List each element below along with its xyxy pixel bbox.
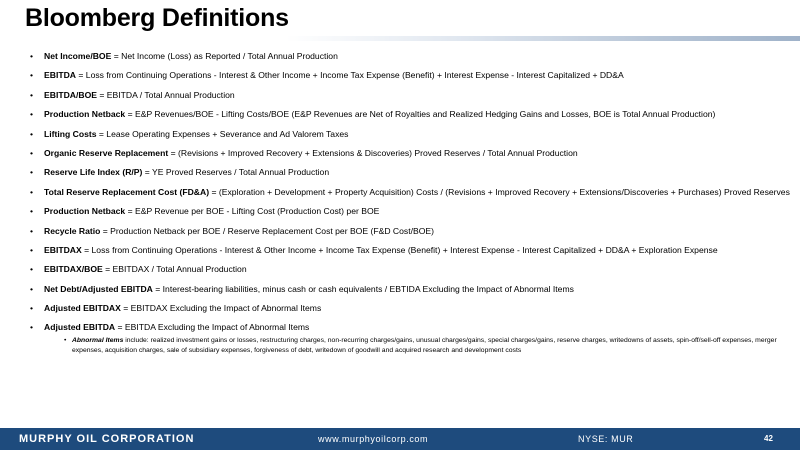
definition-text: = EBITDAX / Total Annual Production	[102, 264, 247, 275]
definition-text: = EBITDA / Total Annual Production	[97, 89, 235, 100]
abnormal-items-text: include: realized investment gains or losses, restructuring charges, non-recurring charges/gains, unusual charges/gains, special charges/gains, reserve charges, writedowns of assets, spin-off/sell-off expenses, merger expenses, acquisition charges, sale of subsidiary expenses, forgiveness of debt, writedown of goodwill and acquired research and development costs	[72, 337, 777, 354]
definition-item	[30, 322, 790, 355]
definition-item	[30, 167, 790, 178]
definition-item	[30, 226, 790, 237]
footer-bar	[0, 428, 800, 450]
definition-term: Lifting Costs	[44, 128, 97, 139]
abnormal-items-sublist	[44, 336, 790, 355]
definition-term: Adjusted EBITDAX	[44, 303, 121, 314]
definition-term: Adjusted EBITDA	[44, 322, 116, 333]
definition-text: = YE Proved Reserves / Total Annual Production	[142, 167, 330, 178]
definition-item	[30, 245, 790, 256]
definition-term: Net Income/BOE	[44, 51, 112, 61]
title-divider	[286, 36, 800, 41]
abnormal-items-term: Abnormal Items	[72, 337, 124, 345]
definition-term: Production Netback	[44, 109, 126, 120]
definitions-list	[30, 51, 790, 363]
definition-item	[30, 90, 790, 101]
definition-text: = (Exploration + Development + Property Acquisition) Costs / (Revisions + Improved Recovery + Extensions/Discoveries + Purchases) Proved Reserves	[209, 186, 790, 197]
definition-item	[30, 70, 790, 81]
definition-item	[30, 109, 790, 120]
definition-text: = EBITDA Excluding the Impact of Abnormal Items	[115, 322, 310, 333]
slide-title: Bloomberg Definitions	[25, 4, 289, 32]
definition-term: Production Netback	[44, 206, 126, 217]
definition-item	[30, 148, 790, 159]
definition-term: Reserve Life Index (R/P)	[44, 167, 143, 178]
definition-term: EBITDAX	[44, 244, 82, 255]
definition-item	[30, 264, 790, 275]
definition-term: Organic Reserve Replacement	[44, 147, 169, 158]
definition-term: EBITDAX/BOE	[44, 264, 103, 275]
stock-ticker: NYSE: MUR	[578, 434, 634, 444]
definition-item	[30, 303, 790, 314]
definition-term: EBITDA	[44, 70, 76, 81]
definition-term: EBITDA/BOE	[44, 89, 97, 100]
definition-text: = E&P Revenues/BOE - Lifting Costs/BOE (E&P Revenues are Net of Royalties and Realized Hedging Gains and Losses, BOE is Total Annual Production)	[125, 109, 716, 120]
definition-text: = EBITDAX Excluding the Impact of Abnormal Items	[120, 303, 322, 314]
definition-text: = Loss from Continuing Operations - Interest & Other Income + Income Tax Expense (Benefit) + Interest Expense - Interest Capitalized + DD&A	[76, 70, 624, 81]
definition-item	[30, 206, 790, 217]
abnormal-items-note	[64, 336, 790, 355]
definition-text: = (Revisions + Improved Recovery + Extensions & Discoveries) Proved Reserves / Total Annual Production	[168, 147, 578, 158]
definition-text: = Interest-bearing liabilities, minus cash or cash equivalents / EBTIDA Excluding the Impact of Abnormal Items	[152, 283, 574, 294]
definition-item	[30, 284, 790, 295]
definition-item	[30, 187, 790, 198]
definition-text: = Net Income (Loss) as Reported / Total Annual Production	[111, 51, 338, 61]
definition-term: Recycle Ratio	[44, 225, 101, 236]
definition-item	[30, 51, 790, 62]
definition-term: Total Reserve Replacement Cost (FD&A)	[44, 186, 210, 197]
definition-text: = Production Netback per BOE / Reserve Replacement Cost per BOE (F&D Cost/BOE)	[100, 225, 434, 236]
website-link[interactable]: www.murphyoilcorp.com	[318, 434, 429, 444]
definition-term: Net Debt/Adjusted EBITDA	[44, 283, 153, 294]
company-name: MURPHY OIL CORPORATION	[19, 433, 195, 445]
page-number: 42	[764, 434, 773, 443]
definition-text: = E&P Revenue per BOE - Lifting Cost (Production Cost) per BOE	[125, 206, 380, 217]
definition-item	[30, 129, 790, 140]
definition-text: = Loss from Continuing Operations - Interest & Other Income + Income Tax Expense (Benefit) + Interest Expense - Interest Capitalized + DD&A + Exploration Expense	[81, 244, 718, 255]
definition-text: = Lease Operating Expenses + Severance and Ad Valorem Taxes	[96, 128, 349, 139]
